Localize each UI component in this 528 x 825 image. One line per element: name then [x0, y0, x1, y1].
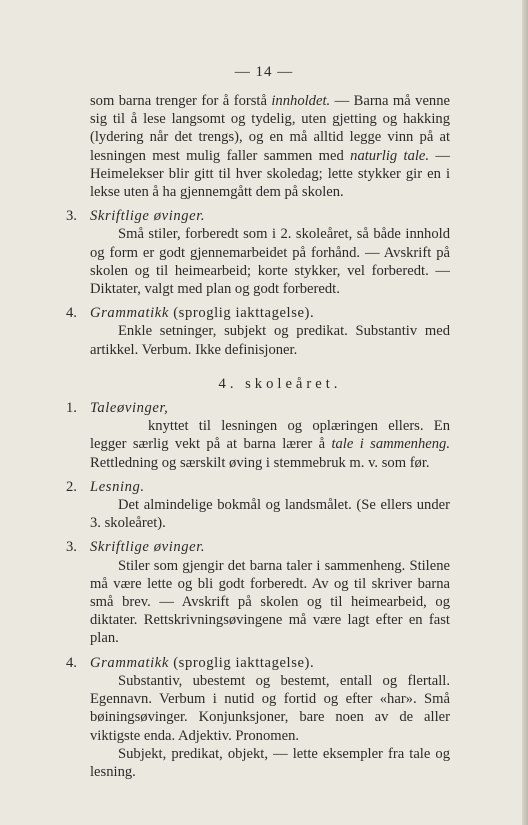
page-body — [66, 92, 450, 781]
section-title: Skriftlige øvinger. — [90, 208, 206, 225]
section-speech-exercises — [66, 399, 450, 472]
intro-emphasis-2: naturlig tale. — [350, 147, 430, 164]
intro-text-2: — Barna må venne sig til å lese langsomt og tydelig, uten gjetting og hakking (lydering når det trengs), og en må alltid legge vinn på at lesningen mest mulig faller sammen med — [90, 93, 450, 164]
section-written-exercises-grade4 — [66, 538, 450, 647]
intro-emphasis-1: innholdet. — [271, 93, 331, 109]
page-edge — [522, 0, 528, 825]
section-number: 1. — [66, 400, 77, 417]
section-title-note: (sproglig iakttagelse). — [168, 654, 315, 671]
section-title-main: Grammatikk — [90, 654, 169, 671]
section-body: Små stiler, forberedt som i 2. skoleåret, så både innhold og form er godt gjennemarbeidet på forhånd. — Avskrift på skolen og til heimearbeid; korte stykker, vel forberedt. — Diktater, valgt med plan og godt forberedt. — [90, 226, 450, 298]
section-body-emphasis: tale i sammenheng. — [331, 436, 450, 453]
section-title-main: Grammatikk — [90, 305, 169, 322]
section-title: Lesning. — [90, 478, 145, 495]
section-title — [90, 654, 450, 672]
section-body — [90, 417, 450, 472]
section-number: 4. — [66, 654, 77, 671]
section-body-text-1: knyttet til lesningen og oplæringen ellers. En legger særlig vekt på at barna lærer å — [90, 418, 450, 453]
intro-text-3: — Heimelekser blir gitt til hver skoledag; lette stykker gir en i lekse uten å ha gjennemgått dem på skolen. — [90, 147, 450, 201]
section-body-1: Substantiv, ubestemt og bestemt, entall og flertall. Egennavn. Verbum i nutid og fortid og efter «har». Små bøiningsøvinger. Konjunksjoner, bare noen av de aller viktigste enda. Adjektiv. Pronomen. — [90, 672, 450, 744]
section-grammar-grade3 — [66, 304, 450, 359]
section-body: Det almindelige bokmål og landsmålet. (Se ellers under 3. skoleåret). — [90, 497, 450, 532]
section-body: Stiler som gjengir det barna taler i sammenheng. Stilene må være lette og bli godt forberedt. Av og til skriver barna små brev. — Avskrift på skolen og til heimearbeid, og diktater. Rettskrivningsøvingene må være lagt efter en fast plan. — [90, 557, 450, 647]
section-title — [90, 304, 450, 322]
page-number: — 14 — — [234, 64, 294, 80]
section-title: Skriftlige øvinger. — [90, 539, 206, 556]
intro-paragraph — [90, 92, 450, 201]
section-title-note: (sproglig iakttagelse). — [168, 305, 315, 322]
section-number: 3. — [66, 539, 77, 556]
section-grammar-grade4 — [66, 654, 450, 781]
section-written-exercises-grade3 — [66, 207, 450, 298]
section-body-text-2: Rettledning og særskilt øving i stemmebruk m. v. som før. — [90, 454, 430, 471]
section-number: 2. — [66, 478, 77, 495]
grade4-heading: 4. skoleåret. — [218, 375, 342, 392]
section-body: Enkle setninger, subjekt og predikat. Substantiv med artikkel. Verbum. Ikke definisjoner. — [90, 323, 450, 358]
section-reading — [66, 478, 450, 533]
section-number: 3. — [66, 208, 77, 225]
intro-text-1: som barna trenger for å forstå — [90, 93, 272, 109]
section-title: Taleøvinger, — [90, 400, 169, 417]
section-body-2: Subjekt, predikat, objekt, — lette eksempler fra tale og lesning. — [90, 745, 450, 780]
section-number: 4. — [66, 305, 77, 322]
